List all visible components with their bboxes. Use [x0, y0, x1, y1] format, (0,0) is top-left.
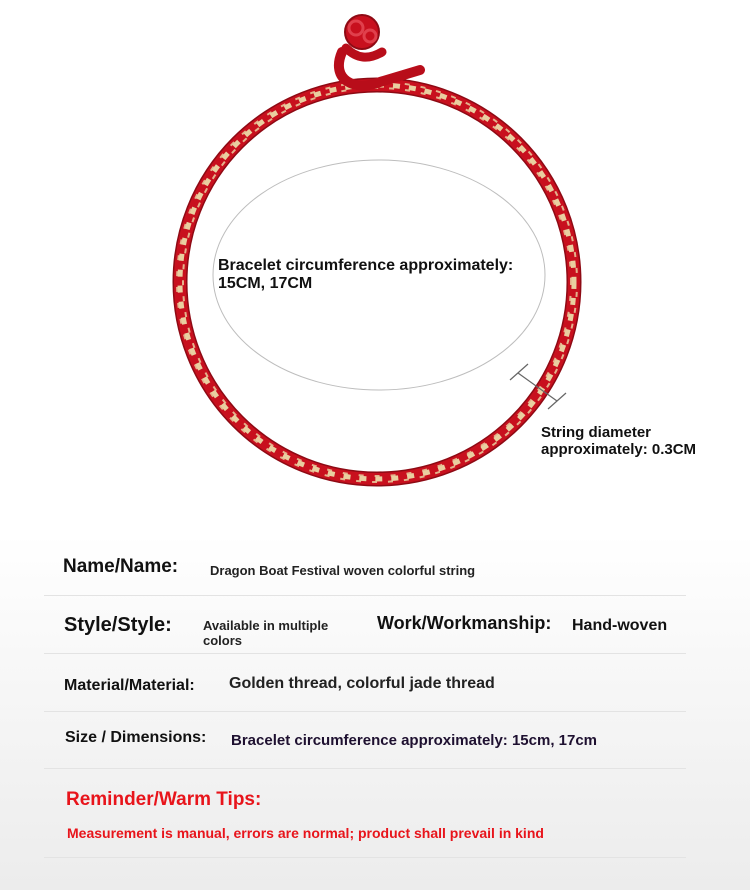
reminder-text: Measurement is manual, errors are normal; product shall prevail in kind [67, 825, 544, 841]
style-label: Style/Style: [64, 614, 172, 636]
divider [44, 857, 686, 858]
divider [44, 768, 686, 769]
workmanship-value: Hand-woven [572, 617, 668, 634]
reminder-title: Reminder/Warm Tips: [66, 789, 262, 810]
string-diameter-annotation [541, 424, 741, 458]
name-label: Name/Name: [63, 556, 179, 577]
size-value: Bracelet circumference approximately: 15cm, 17cm [231, 732, 598, 749]
bracelet-knot [339, 15, 420, 85]
size-label: Size / Dimensions: [65, 729, 207, 746]
style-value: Available in multiple colors [203, 618, 329, 648]
material-value: Golden thread, colorful jade thread [229, 675, 495, 692]
name-value: Dragon Boat Festival woven colorful string [210, 563, 476, 578]
material-label: Material/Material: [64, 677, 195, 694]
workmanship-label: Work/Workmanship: [377, 613, 552, 633]
circumference-annotation [218, 257, 538, 293]
divider [44, 653, 686, 654]
divider [44, 595, 686, 596]
string-diameter-label: String diameter [541, 424, 652, 441]
circumference-value: 15CM, 17CM [218, 275, 313, 292]
string-diameter-value: approximately: 0.3CM [541, 441, 697, 458]
circumference-label: Bracelet circumference approximately: [218, 257, 514, 274]
divider [44, 711, 686, 712]
